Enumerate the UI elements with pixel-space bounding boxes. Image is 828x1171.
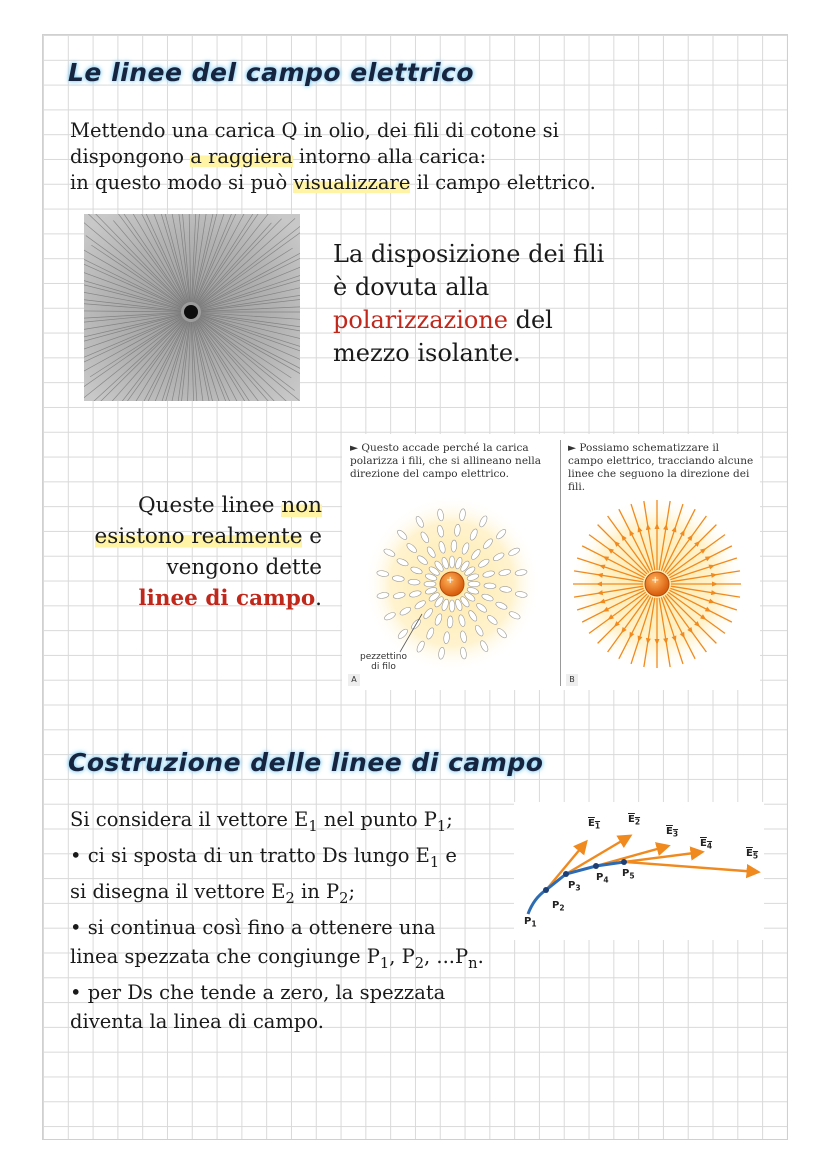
intro-line-1: Mettendo una carica Q in olio, dei fili di cotone si	[70, 119, 559, 142]
vector-e4	[624, 852, 702, 862]
label-e3: $E_3$	[666, 826, 679, 839]
caption-a: ► Questo accade perché la carica polarizza i fili, che si allineano nella direzione del campo elettrico.	[350, 442, 542, 480]
fiber-label: pezzettino di filo	[360, 652, 408, 672]
fiber	[424, 581, 436, 587]
construction-paragraph: Si considera il vettore $E_1$ nel punto $P_1$; • ci si sposta di un tratto Ds lungo $E_1$ e si disegna il vettore $E_2$ in $P_2$; • si continua così fino a ottenere una linea spezzata che congiunge $P_1$, $P_2$, $...P_n$. • per Ds che tende a zero, la spezzata diventa la linea di campo.	[70, 808, 484, 1034]
label-e2: $E_2$	[628, 814, 641, 827]
label-e1: $E_1$	[588, 818, 601, 831]
fiber	[408, 579, 420, 585]
intro-line-3: in questo modo si può visualizzare il campo elettrico.	[70, 171, 596, 194]
section-title-electric-field-lines: Le linee del campo elettrico	[68, 58, 475, 87]
label-b: B	[566, 674, 578, 686]
charge-sign-b: +	[651, 575, 660, 586]
caption-b: ► Possiamo schematizzare il campo elettrico, tracciando alcune linee che seguono la direzione dei fili.	[568, 442, 754, 493]
polarization-figure	[342, 434, 760, 690]
intro-line-2: dispongono a raggiera intorno alla carica:	[70, 145, 487, 168]
fibers-in-oil-photo	[84, 214, 300, 401]
fiber	[451, 540, 457, 552]
vector-e5	[626, 862, 758, 872]
label-p4: $P_4$	[596, 872, 609, 885]
label-e4: $E_4$	[700, 838, 713, 851]
polarization-note: La disposizione dei fili è dovuta alla polarizzazione del mezzo isolante.	[333, 240, 605, 367]
fiber	[468, 581, 480, 587]
label-p2: $P_2$	[552, 900, 565, 913]
field-lines-note: Queste linee non esistono realmente e vengono dette linee di campo.	[94, 493, 322, 611]
fiber	[449, 556, 455, 568]
fiber	[484, 583, 496, 589]
intro-paragraph	[70, 118, 596, 196]
label-e5: $E_5$	[746, 848, 759, 861]
charge-sign-a: +	[446, 575, 455, 586]
section-title-construction: Costruzione delle linee di campo	[68, 748, 544, 777]
construction-diagram	[514, 802, 764, 940]
fiber	[449, 600, 455, 612]
label-a: A	[348, 674, 360, 686]
label-p3: $P_3$	[568, 880, 581, 893]
label-p5: $P_5$	[622, 868, 635, 881]
label-p1: $P_1$	[524, 916, 537, 929]
fiber	[447, 616, 453, 628]
